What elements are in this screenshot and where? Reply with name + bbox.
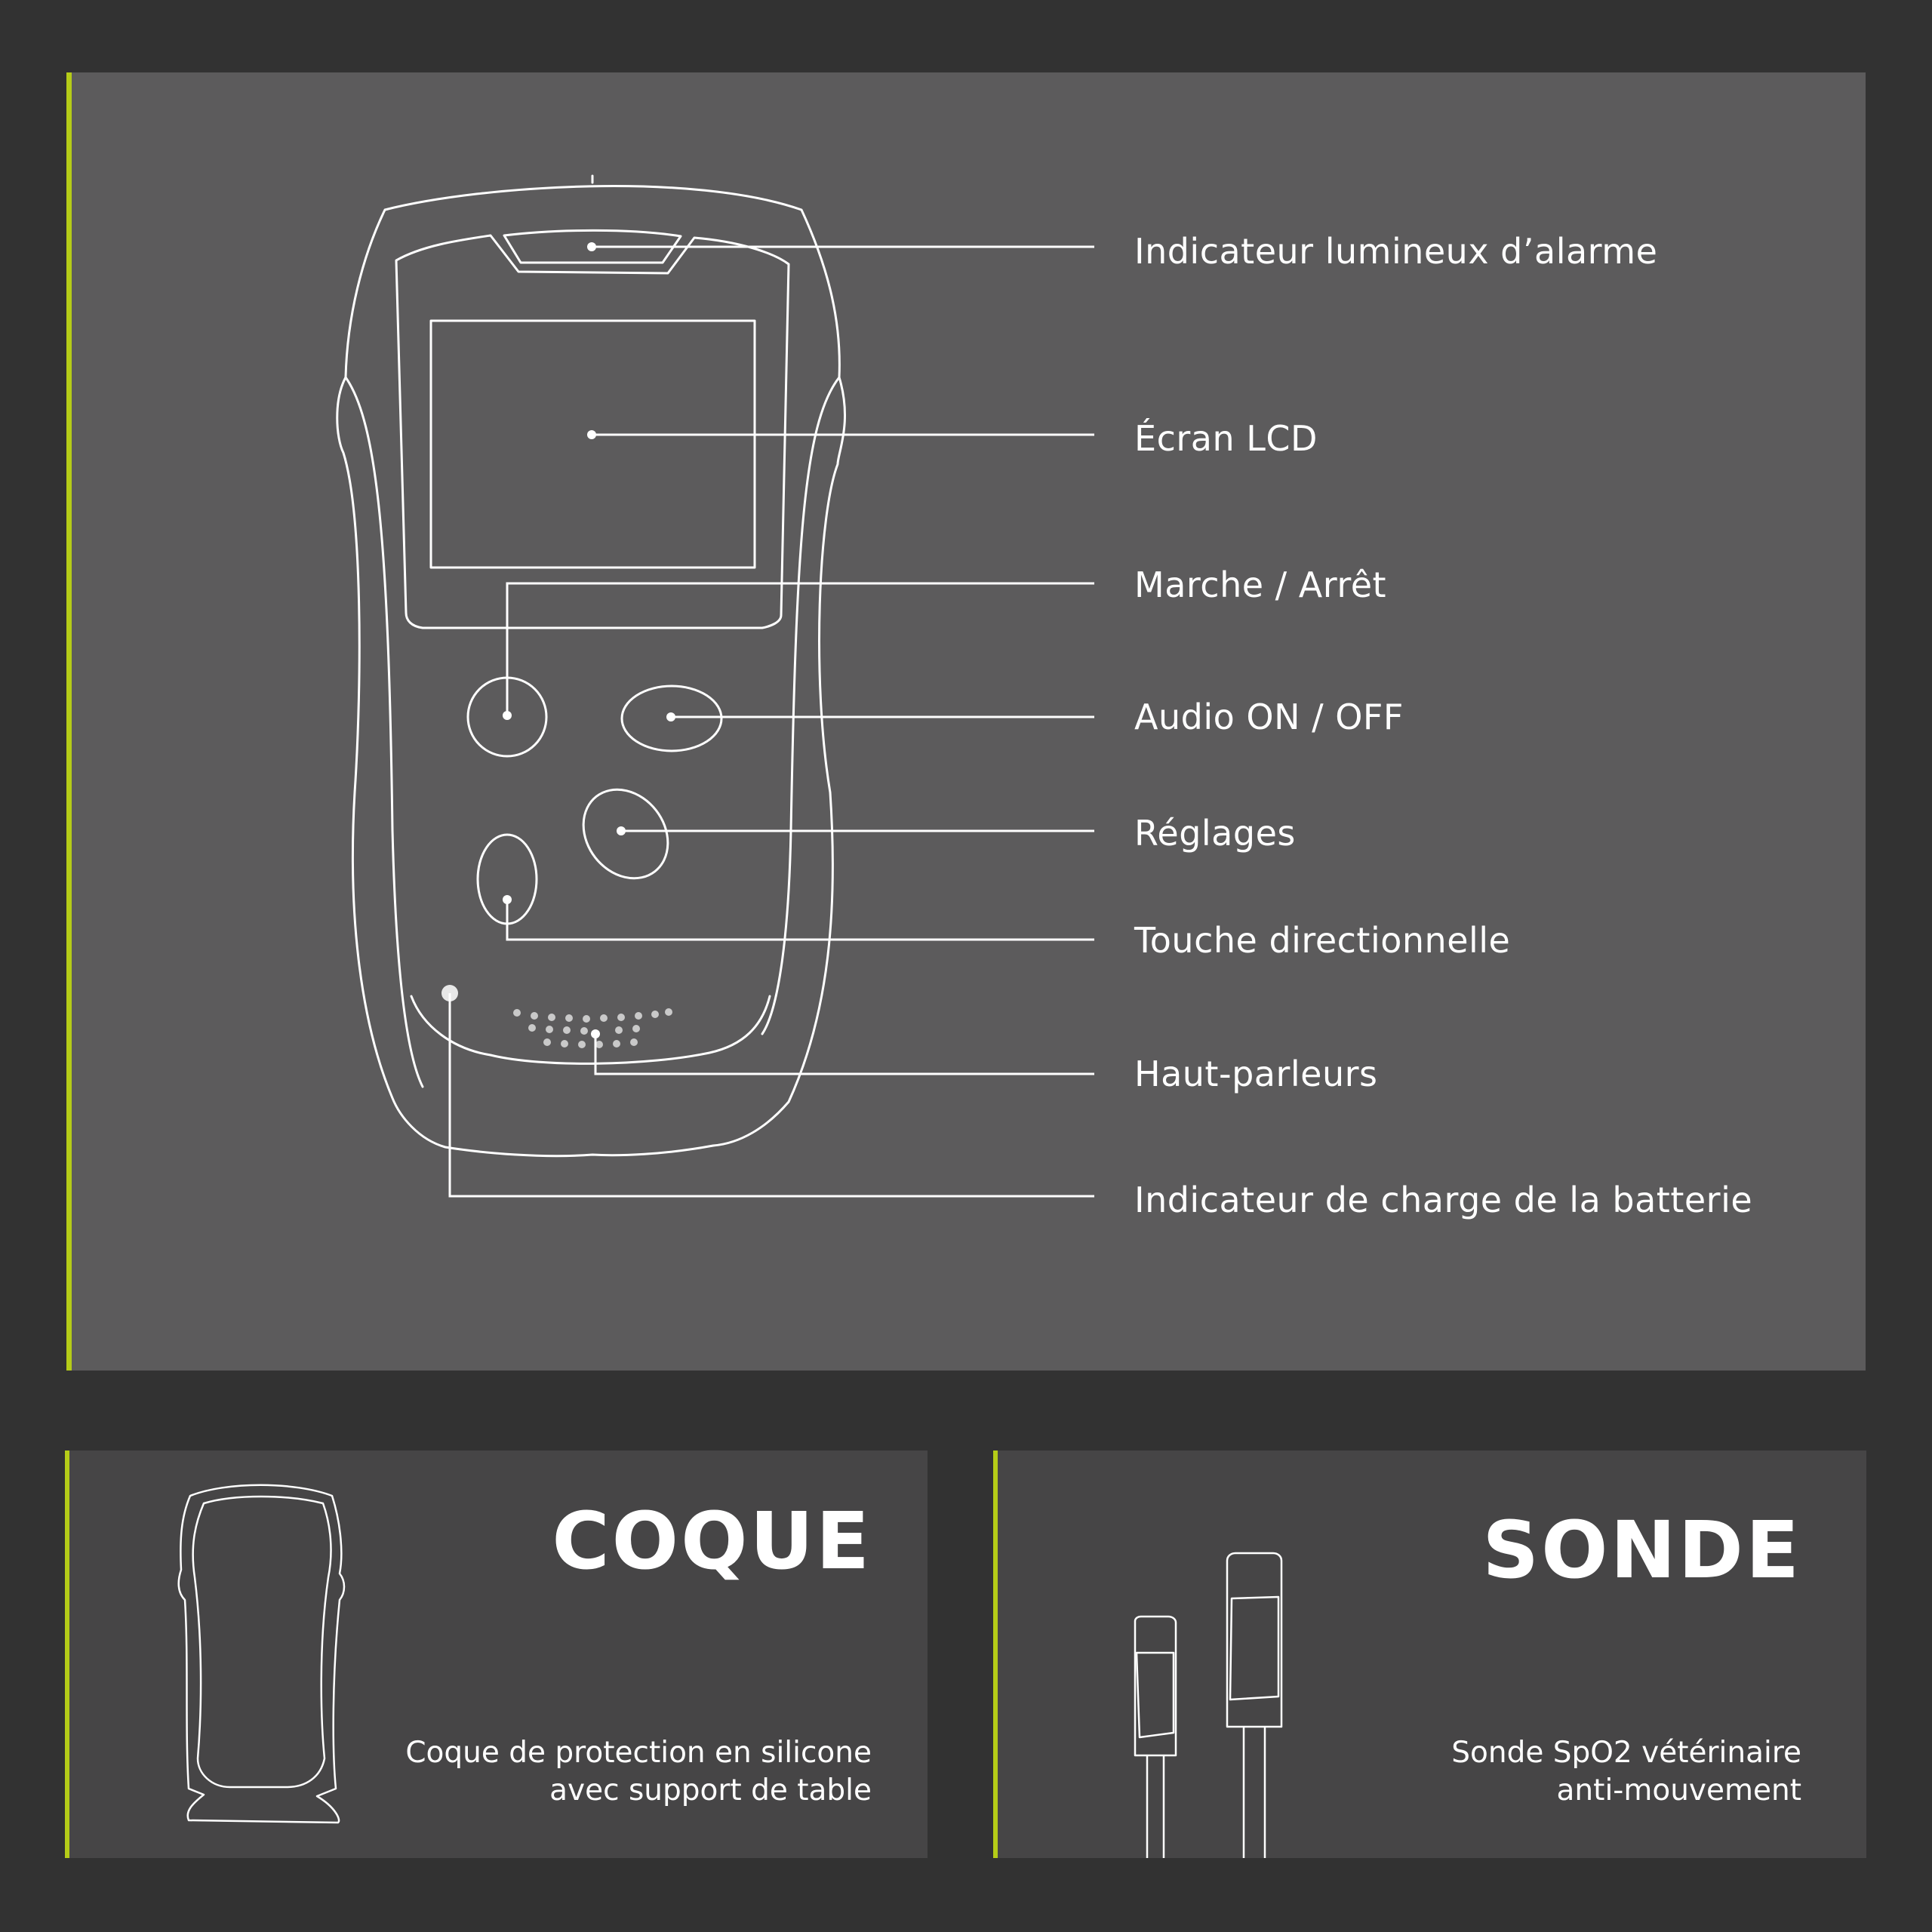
sonde-probe-icon — [1135, 1553, 1281, 1858]
label-audio-button: Audio ON / OFF — [1134, 697, 1404, 737]
coque-case-icon — [179, 1485, 344, 1823]
coque-title: COQUE — [552, 1495, 872, 1587]
label-direction-button: Touche directionnelle — [1134, 920, 1511, 961]
sonde-description-line1: Sonde SpO2 vétérinaire — [1451, 1736, 1801, 1770]
label-power-button: Marche / Arrêt — [1134, 565, 1387, 605]
label-speakers: Haut-parleurs — [1134, 1054, 1378, 1094]
label-lcd-screen: Écran LCD — [1134, 418, 1318, 459]
sonde-description-line2: anti-mouvement — [1556, 1774, 1801, 1807]
settings-button — [566, 773, 685, 895]
coque-description-line1: Coque de protection en silicone — [405, 1736, 872, 1770]
right-grip-line — [762, 377, 839, 1034]
coque-description-line2: avec support de table — [549, 1774, 872, 1807]
label-settings-button: Réglages — [1134, 813, 1296, 854]
coque-description — [405, 1734, 872, 1810]
sonde-description — [1451, 1734, 1801, 1810]
label-battery-indicator: Indicateur de charge de la batterie — [1134, 1180, 1753, 1220]
label-alarm-indicator: Indicateur lumineux d’alarme — [1134, 231, 1658, 272]
lcd-screen — [431, 321, 755, 568]
device-bottom-curve — [411, 996, 770, 1063]
speaker-grille — [513, 1008, 672, 1048]
sonde-title: SONDE — [1482, 1504, 1801, 1596]
device-outer-shell — [337, 186, 845, 1156]
